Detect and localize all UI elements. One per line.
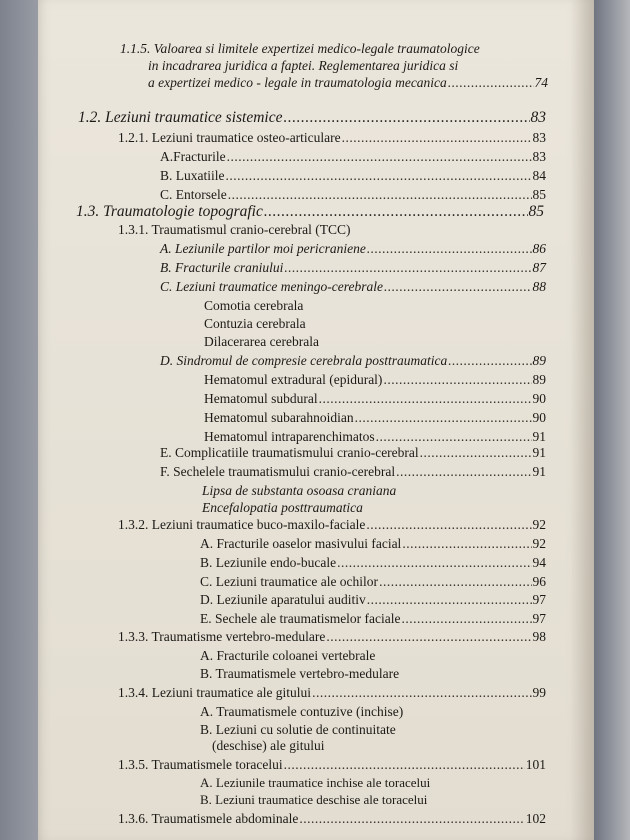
toc-entry-comotia: Comotia cerebrala xyxy=(204,298,304,313)
page-number: 89 xyxy=(532,353,546,368)
toc-entry-1-1-5-line-2: in incadrarea juridica a faptei. Reglementarea juridica si xyxy=(148,58,459,73)
page-number: 90 xyxy=(532,391,546,406)
page-number: 101 xyxy=(525,757,546,772)
toc-entry-1-3-6: 1.3.6. Traumatismele abdominale ..... 102 xyxy=(118,810,546,828)
toc-entry-1-1-5-line-1: 1.1.5. Valoarea si limitele expertizei medico-legale traumatologice xyxy=(120,41,480,56)
page-number: 92 xyxy=(532,536,546,551)
page-number: 90 xyxy=(532,410,546,425)
page-number: 84 xyxy=(532,168,546,183)
toc-entry-1-3-2-b: B. Leziunile endo-bucale ..... 94 xyxy=(200,554,546,572)
page-number: 87 xyxy=(532,260,546,275)
page-number: 89 xyxy=(532,372,546,387)
toc-entry-1-2: 1.2. Leziuni traumatice sistemice ..... 83 xyxy=(78,109,546,127)
toc-entry-1-3-4-b-line-2: (deschise) ale gitului xyxy=(212,738,325,753)
page-number: 91 xyxy=(532,429,546,444)
page-number: 83 xyxy=(532,130,546,145)
page-number: 91 xyxy=(532,445,546,460)
toc-entry-encefalopatia: Encefalopatia posttraumatica xyxy=(202,500,363,515)
page-number: 83 xyxy=(532,149,546,164)
toc-entry-1-3-4: 1.3.4. Leziuni traumatice ale gitului ..... 99 xyxy=(118,684,546,702)
page-number: 94 xyxy=(532,555,546,570)
toc-entry-1-3-3: 1.3.3. Traumatisme vertebro-medulare ..... 98 xyxy=(118,628,546,646)
toc-entry-1-3-1-d: D. Sindromul de compresie cerebrala posttraumatica ..... 89 xyxy=(160,352,546,370)
toc-entry-1-3-4-a: A. Traumatismele contuzive (inchise) xyxy=(200,704,404,719)
toc-entry-1-2-1: 1.2.1. Leziuni traumatice osteo-articulare ..... 83 xyxy=(118,129,546,147)
page-number: 102 xyxy=(525,811,546,826)
leader-dots xyxy=(299,810,524,828)
toc-entry-hematom-subarahnoidian: Hematomul subarahnoidian ..... 90 xyxy=(204,409,546,427)
toc-entry-1-3-5: 1.3.5. Traumatismele toracelui ..... 101 xyxy=(118,756,546,774)
toc-entry-1-3-2-a: A. Fracturile oaselor masivului facial ..... 92 xyxy=(200,535,546,553)
toc-entry-1-3-1-a: A. Leziunile partilor moi pericraniene ..... 86 xyxy=(160,240,546,258)
toc-entry-1-1-5-line-3: a expertizei medico - legale in traumatologia mecanica ..... 74 xyxy=(148,74,548,92)
toc-entry-1-3-5-b: B. Leziuni traumatice deschise ale toracelui xyxy=(200,792,428,807)
page-number: 96 xyxy=(532,574,546,589)
toc-entry-1-3-1-f: F. Sechelele traumatismului cranio-cerebral ..... 91 xyxy=(160,463,546,481)
page-number: 98 xyxy=(532,629,546,644)
toc-entry-1-2-1-a: A.Fracturile ..... 83 xyxy=(160,148,546,166)
toc-entry-1-3: 1.3. Traumatologie topografic ..... 85 xyxy=(76,203,544,221)
toc-entry-hematom-intraparenchimatos: Hematomul intraparenchimatos ..... 91 xyxy=(204,428,546,446)
toc-entry-1-2-1-c: C. Entorsele ..... 85 xyxy=(160,186,546,204)
toc-entry-1-3-2-d: D. Leziunile aparatului auditiv ..... 97 xyxy=(200,591,546,609)
page-number: 88 xyxy=(532,279,546,294)
toc-entry-hematom-extradural: Hematomul extradural (epidural) ..... 89 xyxy=(204,371,546,389)
page-number: 97 xyxy=(532,592,546,607)
toc-entry-1-3-2-e: E. Sechele ale traumatismelor faciale ..... 97 xyxy=(200,610,546,628)
page-number: 91 xyxy=(532,464,546,479)
toc-entry-dilacerarea: Dilacerarea cerebrala xyxy=(204,334,320,349)
page-number: 83 xyxy=(530,109,546,126)
leader-dots xyxy=(284,756,525,774)
toc-entry-1-3-5-a: A. Leziunile traumatice inchise ale toracelui xyxy=(200,775,431,790)
page-number: 92 xyxy=(532,517,546,532)
toc-entry-1-3-1-c: C. Leziuni traumatice meningo-cerebrale ..... 88 xyxy=(160,278,546,296)
page-number: 97 xyxy=(532,611,546,626)
toc-entry-1-3-1-e: E. Complicatiile traumatismului cranio-cerebral ..... 91 xyxy=(160,444,546,462)
toc-entry-lipsa-substanta: Lipsa de substanta osoasa craniana xyxy=(202,483,397,498)
toc-entry-1-3-1: 1.3.1. Traumatismul cranio-cerebral (TCC) xyxy=(118,222,351,237)
toc-entry-1-3-2-c: C. Leziuni traumatice ale ochilor ..... 96 xyxy=(200,573,546,591)
page-number: 85 xyxy=(528,203,544,220)
page-number: 74 xyxy=(534,75,548,90)
page-number: 85 xyxy=(532,187,546,202)
toc-entry-1-2-1-b: B. Luxatiile ..... 84 xyxy=(160,167,546,185)
page-number: 99 xyxy=(532,685,546,700)
toc-entry-1-3-3-b: B. Traumatismele vertebro-medulare xyxy=(200,666,400,681)
toc-entry-1-3-4-b-line-1: B. Leziuni cu solutie de continuitate xyxy=(200,722,396,737)
toc-entry-1-3-3-a: A. Fracturile coloanei vertebrale xyxy=(200,648,376,663)
toc-entry-1-3-1-b: B. Fracturile craniului ..... 87 xyxy=(160,259,546,277)
toc-entry-contuzia: Contuzia cerebrala xyxy=(204,316,306,331)
toc-entry-hematom-subdural: Hematomul subdural ..... 90 xyxy=(204,390,546,408)
toc-entry-1-3-2: 1.3.2. Leziuni traumatice buco-maxilo-faciale ..... 92 xyxy=(118,516,546,534)
page-number: 86 xyxy=(532,241,546,256)
